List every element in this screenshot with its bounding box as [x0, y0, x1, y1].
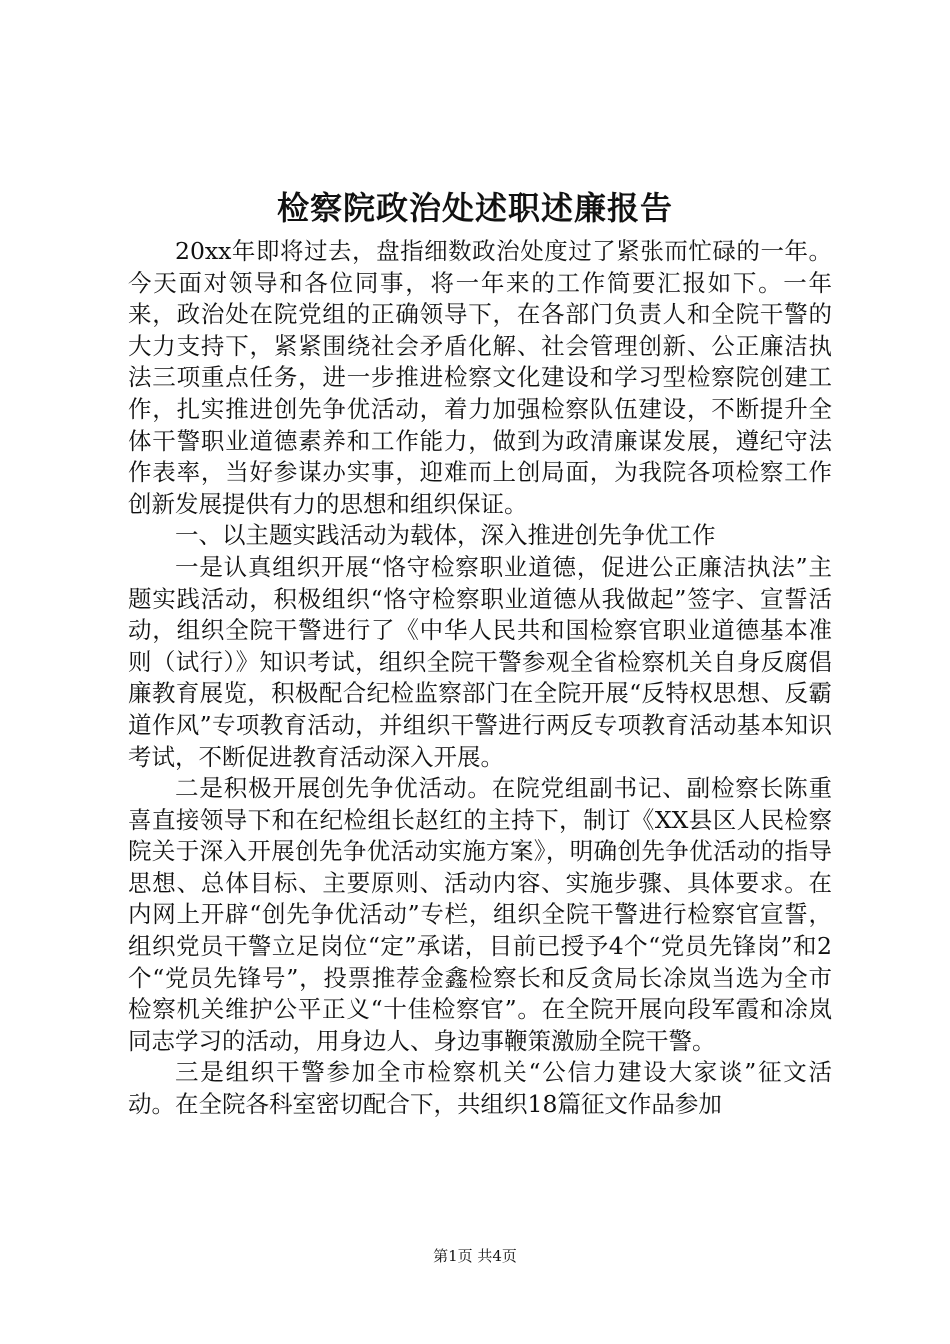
paragraph-item-1: 一是认真组织开展“恪守检察职业道德，促进公正廉洁执法”主题实践活动，积极组织“恪守检察职业道德从我做起”签字、宣誓活动，组织全院干警进行了《中华人民共和国检察官职业道德基本准则（试行）》知识考试，组织全院干警参观全省检察机关自身反腐倡廉教育展览，积极配合纪检监察部门在全院开展“反特权思想、反霸道作风”专项教育活动，并组织干警进行两反专项教育活动基本知识考试，不断促进教育活动深入开展。	[128, 552, 832, 771]
page-number-footer: 第1页 共4页	[433, 1247, 517, 1265]
document-body	[128, 236, 832, 1121]
paragraph-item-2: 二是积极开展创先争优活动。在院党组副书记、副检察长陈重喜直接领导下和在纪检组长赵红的主持下，制订《XX县区人民检察院关于深入开展创先争优活动实施方案》，明确创先争优活动的指导思想、总体目标、主要原则、活动内容、实施步骤、具体要求。在内网上开辟“创先争优活动”专栏，组织全院干警进行检察官宣誓，组织党员干警立足岗位“定”承诺，目前已授予4个“党员先锋岗”和2个“党员先锋号”，投票推荐金鑫检察长和反贪局长凃岚当选为全市检察机关维护公平正义“十佳检察官”。在全院开展向段军霞和凃岚同志学习的活动，用身边人、身边事鞭策激励全院干警。	[128, 774, 832, 1055]
document-title: 检察院政治处述职述廉报告	[276, 189, 673, 227]
paragraph-item-3: 三是组织干警参加全市检察机关“公信力建设大家谈”征文活动。在全院各科室密切配合下，共组织18篇征文作品参加	[128, 1058, 832, 1119]
paragraph-intro: 20xx年即将过去，盘指细数政治处度过了紧张而忙碌的一年。今天面对领导和各位同事，将一年来的工作简要汇报如下。一年来，政治处在院党组的正确领导下，在各部门负责人和全院干警的大力支持下，紧紧围绕社会矛盾化解、社会管理创新、公正廉洁执法三项重点任务，进一步推进检察文化建设和学习型检察院创建工作，扎实推进创先争优活动，着力加强检察队伍建设，不断提升全体干警职业道德素养和工作能力，做到为政清廉谋发展，遵纪守法作表率，当好参谋办实事，迎难而上创局面，为我院各项检察工作创新发展提供有力的思想和组织保证。	[128, 237, 832, 518]
section-heading-1: 一、以主题实践活动为载体，深入推进创先争优工作	[175, 521, 716, 550]
